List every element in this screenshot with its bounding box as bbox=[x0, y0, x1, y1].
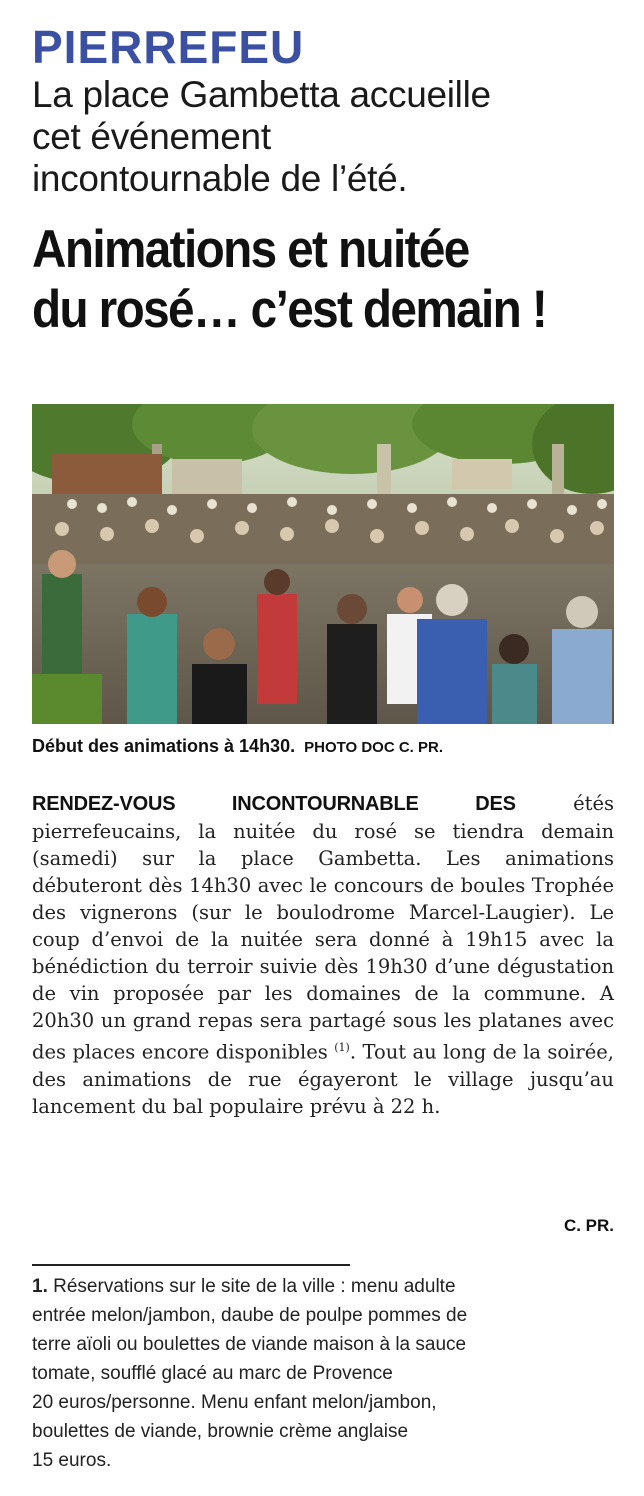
article-header bbox=[32, 22, 614, 340]
headline bbox=[32, 220, 617, 340]
kicker-town: PIERREFEU bbox=[32, 21, 305, 73]
footnote-divider bbox=[32, 1264, 350, 1266]
subheadline-line: La place Gambetta accueille bbox=[32, 74, 491, 115]
author-signature: C. PR. bbox=[563, 1216, 614, 1235]
footnote-line: 1. Réservations sur le site de la ville : menu adulte bbox=[32, 1276, 456, 1297]
headline-line: du rosé… c’est demain ! bbox=[32, 280, 547, 339]
crowd-photo bbox=[32, 404, 614, 724]
body-text: étés pierrefeucains, la nuitée du rosé se tiendra demain (samedi) sur la place Gambetta. Les animations débuteront dès 14h30 avec le concours de boules Trophée des vignerons (sur le boulodrome Marcel-Laugier). Le coup d’envoi de la nuitée sera donné à 19h15 avec la bénédiction du terroir suivie dès 19h30 d’une dégustation de vin proposée par les domaines de la commune. A 20h30 un grand repas sera partagé sous les platanes avec des places encore disponibles bbox=[32, 792, 615, 1064]
footnote-number: 1. bbox=[32, 1276, 48, 1297]
photo-caption bbox=[32, 734, 614, 760]
footnote-line: 20 euros/personne. Menu enfant melon/jambon, bbox=[32, 1392, 437, 1413]
subheadline-line: cet événement bbox=[32, 116, 271, 157]
body-text-end: . Tout au long de la soirée, des animations de rue égayeront le village jusqu’au lancement du bal populaire prévu à 22 h. bbox=[32, 1040, 614, 1118]
subheadline bbox=[32, 74, 614, 200]
headline-line: Animations et nuitée bbox=[32, 220, 469, 279]
footnote-line: entrée melon/jambon, daube de poulpe pommes de bbox=[32, 1305, 468, 1326]
caption-text: Début des animations à 14h30. bbox=[32, 736, 296, 756]
footnote-line: boulettes de viande, brownie crème anglaise bbox=[32, 1421, 409, 1442]
footnote bbox=[32, 1272, 612, 1475]
footnote-marker: (1) bbox=[334, 1041, 350, 1054]
body-lead-in: RENDEZ-VOUS INCONTOURNABLE DES bbox=[32, 793, 516, 815]
footnote-line: 15 euros. bbox=[32, 1450, 112, 1471]
subheadline-line: incontournable de l’été. bbox=[32, 158, 408, 199]
footnote-line: terre aïoli ou boulettes de viande maison à la sauce bbox=[32, 1334, 467, 1355]
article-body bbox=[32, 790, 614, 1120]
footnote-line: tomate, soufflé glacé au marc de Provence bbox=[32, 1363, 393, 1384]
photo-credit: PHOTO DOC C. PR. bbox=[304, 739, 444, 756]
